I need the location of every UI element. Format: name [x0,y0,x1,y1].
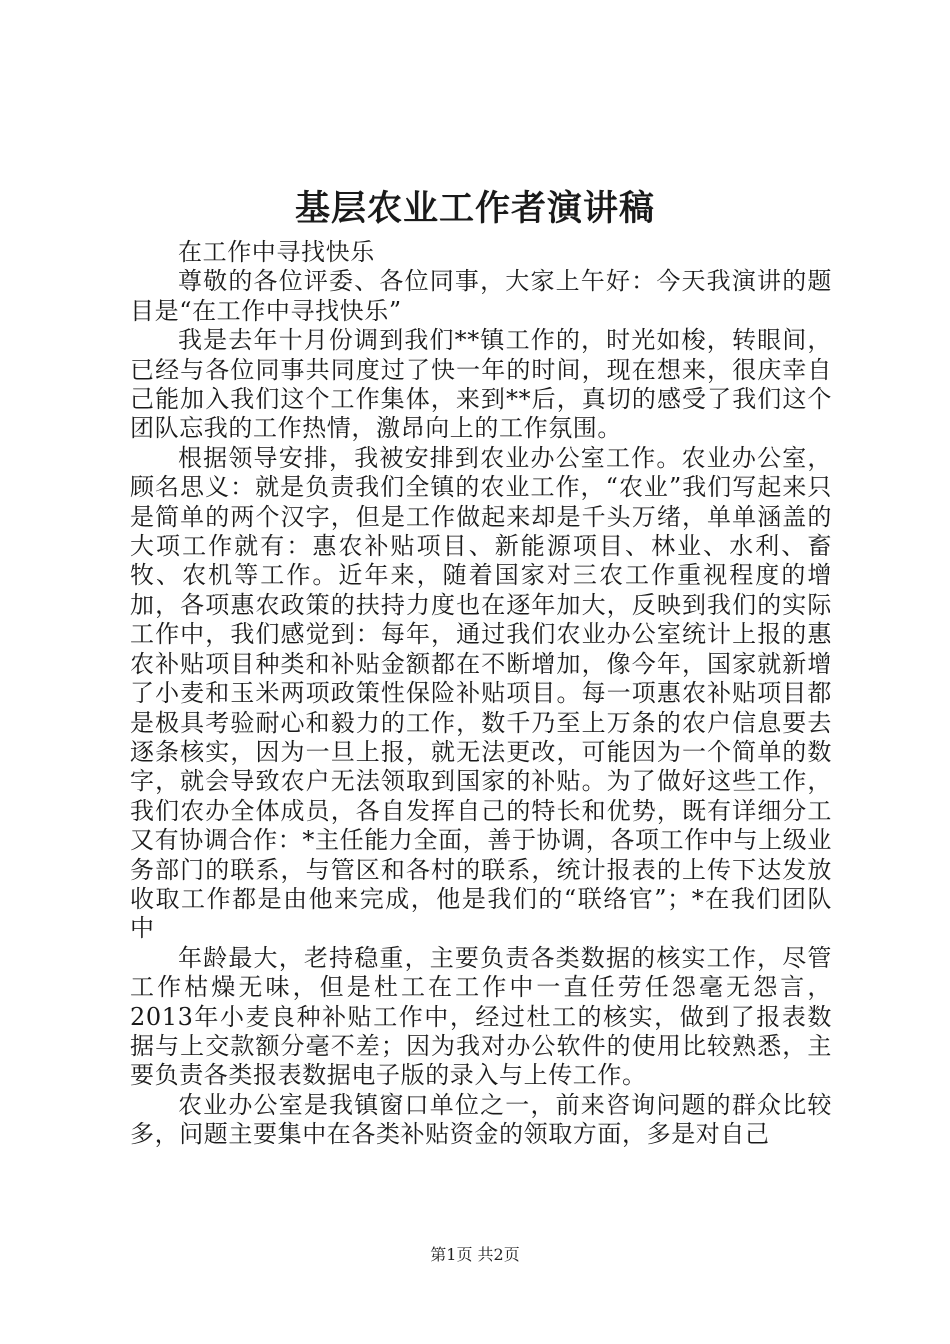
team-member-paragraph: 年龄最大，老持稳重，主要负责各类数据的核实工作，尽管工作枯燥无味，但是杜工在工作中一直任劳任怨毫无怨言，2013年小麦良种补贴工作中，经过杜工的核实，做到了报表数据与上交款额分毫不差；因为我对办公软件的使用比较熟悉，主要负责各类报表数据电子版的录入与上传工作。 [130,943,832,1090]
greeting-paragraph: 尊敬的各位评委、各位同事，大家上午好：今天我演讲的题目是“在工作中寻找快乐” [130,267,832,325]
subtitle-paragraph: 在工作中寻找快乐 [178,238,375,266]
document-body [130,238,832,1150]
page-footer: 第1页 共2页 [430,1245,520,1264]
intro-paragraph: 我是去年十月份调到我们**镇工作的，时光如梭，转眼间，已经与各位同事共同度过了快一年的时间，现在想来，很庆幸自己能加入我们这个工作集体，来到**后，真切的感受了我们这个团队忘我的工作热情，激昂向上的工作氛围。 [130,326,832,443]
work-description-paragraph: 根据领导安排，我被安排到农业办公室工作。农业办公室，顾名思义：就是负责我们全镇的农业工作，“农业”我们写起来只是简单的两个汉字，但是工作做起来却是千头万绪，单单涵盖的大项工作就有：惠农补贴项目、新能源项目、林业、水利、畜牧、农机等工作。近年来，随着国家对三农工作重视程度的增加，各项惠农政策的扶持力度也在逐年加大，反映到我们的实际工作中，我们感觉到：每年，通过我们农业办公室统计上报的惠农补贴项目种类和补贴金额都在不断增加，像今年，国家就新增了小麦和玉米两项政策性保险补贴项目。每一项惠农补贴项目都是极具考验耐心和毅力的工作，数千乃至上万条的农户信息要去逐条核实，因为一旦上报，就无法更改，可能因为一个简单的数字，就会导致农户无法领取到国家的补贴。为了做好这些工作，我们农办全体成员，各自发挥自己的特长和优势，既有详细分工又有协调合作：*主任能力全面，善于协调，各项工作中与上级业务部门的联系，与管区和各村的联系，统计报表的上传下达发放收取工作都是由他来完成，他是我们的“联络官”；*在我们团队中 [130,443,832,943]
document-title: 基层农业工作者演讲稿 [294,188,655,229]
service-window-paragraph: 农业办公室是我镇窗口单位之一，前来咨询问题的群众比较多，问题主要集中在各类补贴资金的领取方面，多是对自己 [130,1090,832,1149]
